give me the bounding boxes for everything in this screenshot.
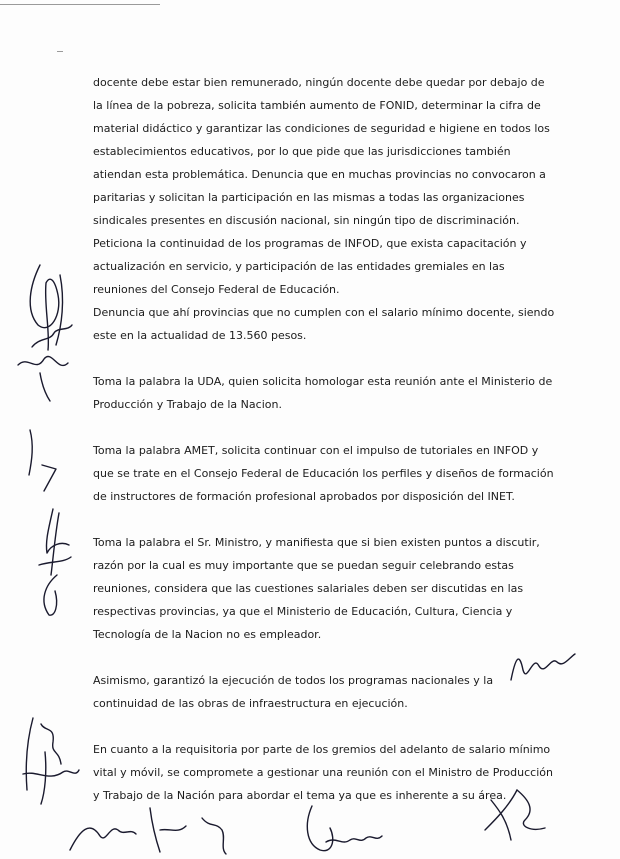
margin-signature-right	[505, 640, 580, 685]
minutes-body	[93, 71, 555, 807]
paragraph: Asimismo, garantizó la ejecución de todos los programas nacionales y la continuidad de las obras de infraestructura en ejecución.	[93, 674, 494, 710]
paragraph: Toma la palabra el Sr. Ministro, y manifiesta que si bien existen puntos a discutir, razón por la cual es muy importante que se puedan seguir celebrando estas reuniones, considera que las cuestiones salariales deben ser discutidas en las respectivas provincias, ya que el Ministerio de Educación, Cultura, Ciencia y Tecnología de la Nacion no es empleador.	[93, 536, 540, 641]
margin-signature-3	[15, 712, 85, 807]
bottom-signature-3	[475, 780, 565, 850]
bottom-signature-1	[60, 800, 200, 859]
paragraph: docente debe estar bien remunerado, ningún docente debe quedar por debajo de la línea de la pobreza, solicita también aumento de FONID, determinar la cifra de material didáctico y garantizar las condiciones de seguridad e higiene en todos los establecimientos educativos, por lo que pide que las jurisdicciones también atiendan esta problemática. Denuncia que en muchas provincias no convocaron a paritarias y solicitan la participación en las mismas a todas las organizaciones sindicales presentes en discusión nacional, sin ningún tipo de discriminación.	[93, 76, 550, 227]
paragraph: Toma la palabra la UDA, quien solicita homologar esta reunión ante el Ministerio de Producción y Trabajo de la Nacion.	[93, 375, 553, 411]
paragraph: En cuanto a la requisitoria por parte de los gremios del adelanto de salario mínimo vital y móvil, se compromete a gestionar una reunión con el Ministro de Producción y Trabajo de la Nación para abordar el tema ya que es inherente a su área.	[93, 743, 553, 802]
margin-initials-1	[20, 425, 70, 495]
paragraph: Peticiona la continuidad de los programas de INFOD, que exista capacitación y actualización en servicio, y participación de las entidades gremiales en las reuniones del Consejo Federal de Educación.	[93, 237, 527, 296]
scan-dash-mark	[57, 51, 63, 52]
bottom-signature-2	[296, 800, 386, 859]
paragraph: Denuncia que ahí provincias que no cumplen con el salario mínimo docente, siendo este en la actualidad de 13.560 pesos.	[93, 306, 555, 342]
paragraph: Toma la palabra AMET, solicita continuar con el impulso de tutoriales en INFOD y que se trate en el Consejo Federal de Educación los perfiles y diseños de formación de instructores de formación profesional aprobados por disposición del INET.	[93, 444, 554, 503]
bottom-initials	[196, 808, 236, 859]
margin-signature-2	[25, 505, 85, 620]
margin-signature-amet	[10, 255, 90, 405]
scan-edge-mark	[0, 4, 160, 5]
